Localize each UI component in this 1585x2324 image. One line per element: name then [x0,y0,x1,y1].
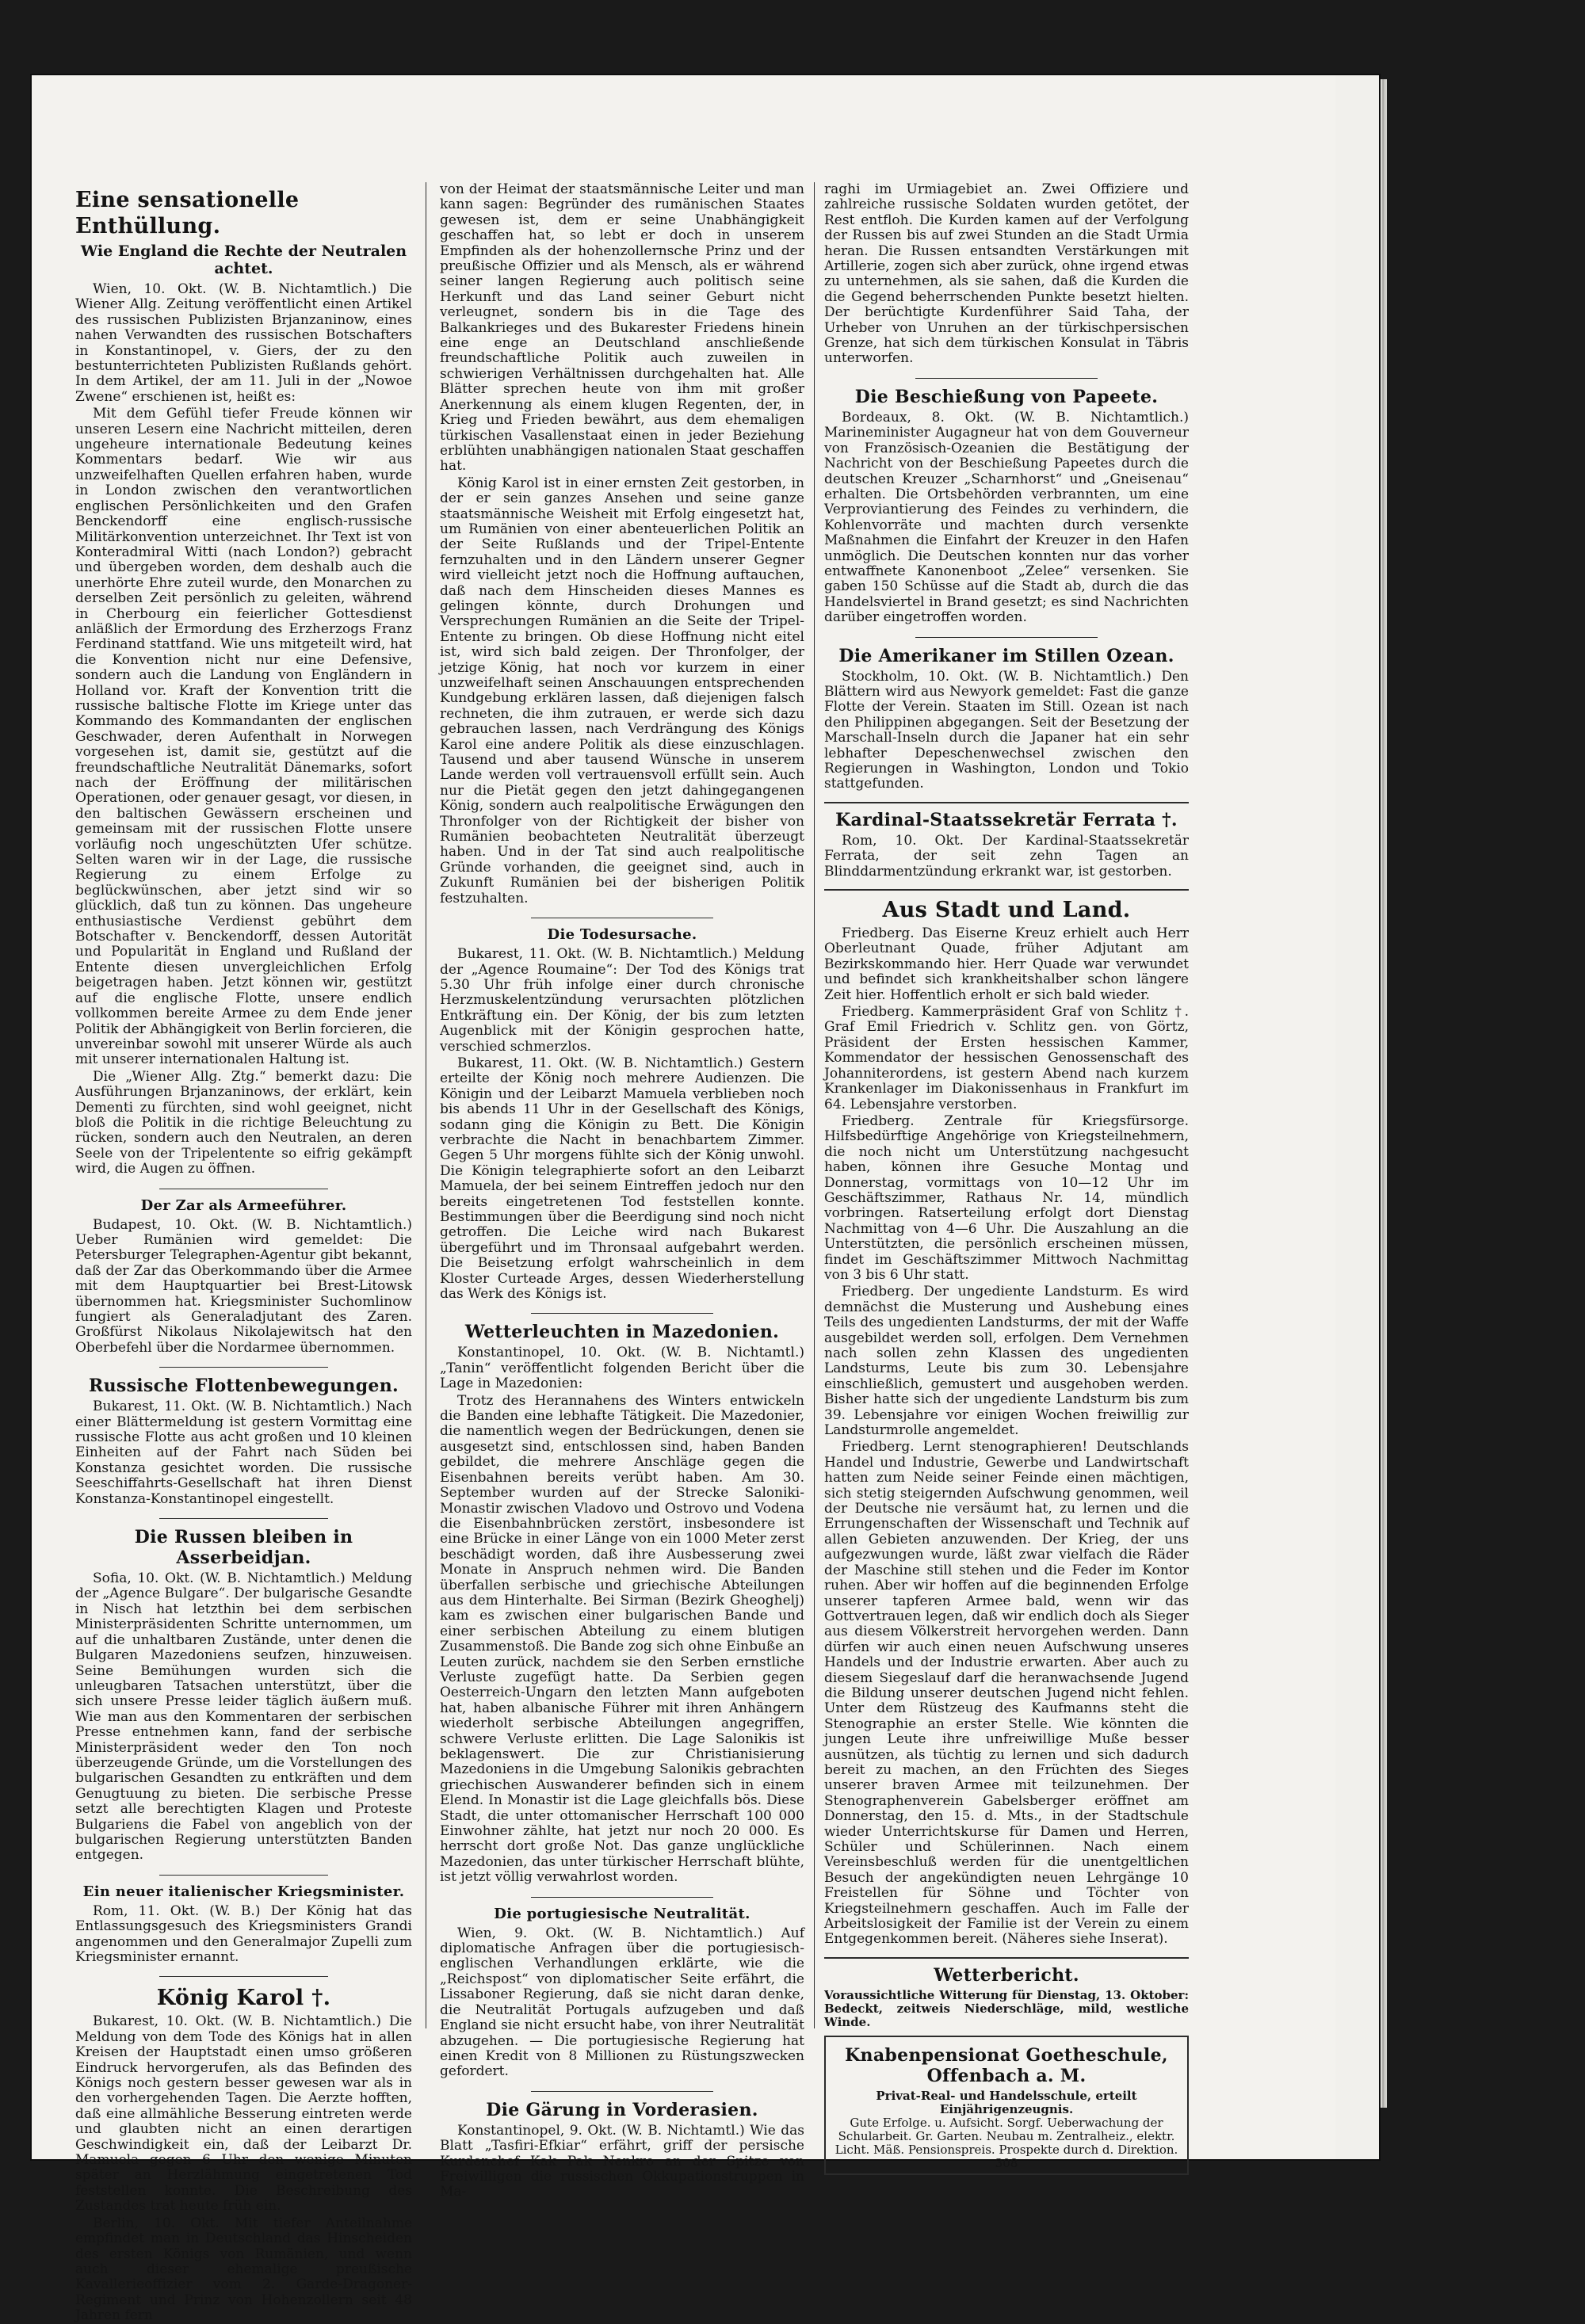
separator [159,1518,328,1519]
paragraph: Stockholm, 10. Okt. (W. B. Nichtamtlich.) Den Blättern wird aus Newyork gemeldet: Fast die ganze Flotte der Verein. Staaten im Still. Ozean ist nach den Philippinen abgegangen. Seit der Besetzung der Marschall-Inseln durch die Japaner hat ein sehr lebhafter Depeschenwechsel zwischen den Regierungen in Washington, London und Tokio stattgefunden. [824,668,1189,792]
heading-wetterbericht: Wetterbericht. [934,1964,1079,1986]
heading-portugal: Die portugiesische Neutralität. [494,1905,750,1922]
paragraph: Wien, 9. Okt. (W. B. Nichtamtlich.) Auf diplomatische Anfragen über die portugiesisch-englischen Verhandlungen erklärte, wie die „Reichspost“ von diplomatischer Seite erfährt, die Lissaboner Regierung, daß sie nicht daran denke, die Neutralität Portugals aufzugeben und daß England sie nicht ersucht habe, von ihrer Neutralität abzugehen. — Die portugiesische Regierung hat einen Kredit von 8 Millionen zu Rüstungszwecken gefordert. [440,1925,804,2080]
paragraph: Rom, 11. Okt. (W. B.) Der König hat das Entlassungsgesuch des Kriegsministers Grandi angenommen und den Generalmajor Zupelli zum Kriegsminister ernannt. [75,1902,412,1965]
heading-flotten: Russische Flottenbewegungen. [89,1376,399,1397]
heading-stadt-land: Aus Stadt und Land. [882,898,1131,923]
separator [531,1313,713,1314]
ad-text: Gute Erfolge. u. Aufsicht. Sorgf. Ueberwachung der Schularbeit. Gr. Garten. Neubau m. Zentralheiz., elektr. Licht. Mäß. Pensionspreis. Prospekte durch d. Direktion. 308 [835,2115,1178,2170]
separator [159,1875,328,1876]
paragraph: Budapest, 10. Okt. (W. B. Nichtamtlich.) Ueber Rumänien wird gemeldet: Die Petersburger Telegraphen-Agentur gibt bekannt, daß der Zar das Oberkommando über die Armee mit dem Hauptquartier bei Brest-Litowsk übernommen hat. Kriegsminister Suchomlinow fungiert als Generaladjutant des Zaren. Großfürst Nikolaus Nikolajewitsch hat den Oberbefehl über die Nordarmee übernommen. [75,1216,412,1356]
local-item: Friedberg. Das Eiserne Kreuz erhielt auch Herr Oberleutnant Quade, früher Adjutant am Bezirkskommando hier. Herr Quade war verwundet und befindet sich krankheitshalber schon längere Zeit hier. Hoffentlich erholt er sich bald wieder. [824,925,1189,1003]
paragraph: Trotz des Herannahens des Winters entwickeln die Banden eine lebhafte Tätigkeit. Die Mazedonier, die namentlich wegen der Bedrückungen, denen sie ausgesetzt sind, entschlossen sind, haben Banden gebildet, die mehrere Anschläge gegen die Eisenbahnen bereits verübt haben. Am 30. September wurden auf der Strecke Saloniki-Monastir zwischen Vladovo und Ostrovo und Vodena die Eisenbahnbrücken zerstört, insbesondere ist eine Brücke in einer Länge von ein 1000 Meter zerst beschädigt worden, daß ihre Ausbesserung zwei Monate in Anspruch nehmen wird. Die Banden überfallen serbische und griechische Abteilungen aus dem Hinterhalte. Bei Sirman (Bezirk Gheoghelj) kam es zwischen einer bulgarischen Bande und einer serbischen Abteilung zu einem blutigen Zusammenstoß. Die Bande zog sich ohne Einbuße an Leuten zurück, nachdem sie den Serben ernstliche Verluste zugefügt hatte. Da Serbien gegen Oesterreich-Ungarn den letzten Mann aufgeboten hat, haben albanische Führer mit ihren Anhängern wiederholt serbische Abteilungen angegriffen, schwere Verluste erlitten. Die Lage Salonikis ist beklagenswert. Die zur Christianisierung Mazedoniens in die Umgebung Salonikis gebrachten griechischen Auswanderer befinden sich in einem Elend. In Monastir ist die Lage gleichfalls bös. Diese Stadt, die unter ottomanischer Herrschaft 100 000 Einwohner zählte, hat jetzt nur noch 20 000. Es herrscht dort große Not. Das ganze unglückliche Mazedonien, das unter türkischer Herrschaft blühte, ist jetzt völlig verwahrlost worden. [440,1392,804,1886]
local-item: Friedberg. Zentrale für Kriegsfürsorge. Hilfsbedürftige Angehörige von Kriegsteilnehmern, die noch nicht um Unterstützung nachgesucht haben, können ihre Gesuche Montag und Donnerstag, vormittags von 10—12 Uhr im Geschäftszimmer, Rathaus Nr. 14, mündlich vorbringen. Ratserteilung erfolgt dort Dienstag Nachmittag von 4—6 Uhr. Die Auszahlung an die Unterstützten, die persönlich erscheinen müssen, findet im Geschäftszimmer Mittwoch Nachmittag von 3 bis 6 Uhr statt. [824,1112,1189,1283]
paragraph: Wien, 10. Okt. (W. B. Nichtamtlich.) Die Wiener Allg. Zeitung veröffentlicht einen Artikel des russischen Publizisten Brjanzaninow, eines nahen Verwandten des russischen Botschafters in Konstantinopel, v. Giers, der zu den bestunterrichteten Publizisten Rußlands gehört. In dem Artikel, der am 11. Juli in der „Nowoe Zwene“ erschienen ist, heißt es: [75,281,412,405]
heading-kriegsminister: Ein neuer italienischer Kriegsminister. [82,1883,405,1900]
local-item: Friedberg. Lernt stenographieren! Deutschlands Handel und Industrie, Gewerbe und Landwirtschaft hatten zum Neide seiner Feinde einen mächtigen, sich stetig steigernden Aufschwung genommen, weil der Deutsche nie versäumt hat, zu lernen und die Errungenschaften der Wissenschaft und Technik auf allen Gebieten anzuwenden. Der Krieg, der uns aufgezwungen wurde, läßt zwar vielfach die Räder der Maschine still stehen und die Feder im Kontor ruhen. Aber wir hoffen auf die beginnenden Erfolge unserer tapferen Armee bald, wenn wir das Gottvertrauen legen, daß wir endlich doch als Sieger aus diesem Völkerstreit hervorgehen werden. Dann dürfen wir auch einen neuen Aufschwung unseres Handels und der Industrie erwarten. Aber auch zu diesem Siegeslauf darf die heranwachsende Jugend die Bildung unserer deutschen Jugend nicht fehlen. Unter dem Rüstzeug des Kaufmanns steht die Stenographie an erster Stelle. Wie könnten die jungen Leute ihre unfreiwillige Muße besser ausnützen, als tüchtig zu lernen und sich dadurch bereit zu machen, an den Früchten des Sieges unserer braven Armee mit teilzunehmen. Der Stenographenverein Gabelsberger eröffnet am Donnerstag, den 15. d. Mts., in der Stadtschule wieder Unterrichtskurse für Damen und Herren, Schüler und Schülerinnen. Nach einem Vereinsbeschluß werden für die unentgeltlichen Besuch der angekündigten neuen Lehrgänge 10 Freistellen für Söhne und Töchter von Kriegsteilnehmern geschaffen. Auch im Falle der Arbeitslosigkeit der Familie ist der Verein zu einem Entgegenkommen bereit. (Näheres siehe Inserat). [824,1439,1189,1948]
paragraph: raghi im Urmiagebiet an. Zwei Offiziere und zahlreiche russische Soldaten wurden getötet, der Rest entfloh. Die Kurden kamen auf der Verfolgung der Russen bis auf zwei Stunden an die Stadt Urmia heran. Die Russen entsandten Verstärkungen mit Artillerie, zogen sich aber zurück, ohne irgend etwas zu unternehmen, als sie sahen, daß die Kurden die die Gegend beherrschenden Punkte besetzt hielten. Der berüchtigte Kurdenführer Said Taha, der Urheber von Unruhen an der türkischpersischen Grenze, hat sich dem türkischen Konsulat in Täbris unterworfen. [824,181,1189,367]
separator [159,1976,328,1977]
heading-amerikaner: Die Amerikaner im Stillen Ozean. [838,645,1174,666]
heading-koenig-karol: König Karol †. [156,1986,331,2011]
advertisement-box [824,2036,1189,2175]
local-item: Friedberg. Kammerpräsident Graf von Schlitz †. Graf Emil Friedrich v. Schlitz gen. von Görtz, Präsident der Ersten hessischen Kammer, Kommendator der hessischen Genossenschaft des Johanniterordens, ist gestern Abend nach kurzem Krankenlager im Diakonissenhaus in Frankfurt im 64. Lebensjahre verstorben. [824,1004,1189,1112]
separator [531,2091,713,2092]
paragraph: Sofia, 10. Okt. (W. B. Nichtamtlich.) Meldung der „Agence Bulgare“. Der bulgarische Gesandte in Nisch hat letzthin bei dem serbischen Ministerpräsidenten Schritte unternommen, um auf die unhaltbaren Zustände, unter denen die Bulgaren Mazedoniens seufzen, hinzuweisen. Seine Bemühungen wurden sich die unleugbaren Tatsachen unterstützt, über die sich unsere Presse leider täglich äußern muß. Wie man aus den Kommentaren der serbischen Presse entnehmen kann, fand der serbische Ministerpräsident weder den Ton noch überzeugende Gründe, um die Vorstellungen des bulgarischen Gesandten zu entkräften und dem Genugtuung zu bieten. Die serbische Presse setzt alle berechtigten Klagen und Proteste Bulgariens die Fabel von angeblich von der bulgarischen Regierung unterstützten Banden entgegen. [75,1570,412,1864]
separator [824,889,1189,891]
heading-mazedonien: Wetterleuchten in Mazedonien. [464,1322,780,1343]
paragraph: Berlin, 10. Okt. Mit tiefer Anteilnahme empfindet man in Deutschland das Hinscheiden des ersten Königs von Rumänien, und wenn auch dieser ehemalige preußische Kavallerieoffizier vom 2. Garde-Dragoner-Regiment und Prinz von Hohenzollern seit 48 Jahren fern [75,2215,412,2324]
heading-todesursache: Die Todesursache. [547,926,697,944]
ad-subtitle: Privat-Real- und Handelsschule, erteilt Einjährigenzeugnis. [876,2088,1137,2116]
paragraph: Bukarest, 10. Okt. (W. B. Nichtamtlich.) Die Meldung von dem Tode des Königs hat in allen Kreisen der Hauptstadt einen umso größeren Eindruck hervorgerufen, als das Befinden des Königs noch gestern besser gewesen war als in den vorhergehenden Tagen. Die Aerzte hofften, daß eine allmähliche Besserung eintreten werde und glaubten nicht an einen derartigen Geschwindigkeit ein, daß der Leibarzt Dr. Mamuela gegen 6 Uhr den wenige Minuten später an Herzlähmung eingetretenen Tod feststellen konnte. Die Beschreibung des Zustandes trat heute früh ein. [75,2013,412,2215]
paragraph: Bukarest, 11. Okt. (W. B. Nichtamtlich.) Gestern erteilte der König noch mehrere Audienzen. Die Königin und der Leibarzt Mamuela verblieben noch bis abends 11 Uhr in der Gesellschaft des Königs, sodann ging die Königin zu Bett. Die Königin verbrachte die Nacht in benachbartem Zimmer. Gegen 5 Uhr morgens fühlte sich der König unwohl. Die Königin telegraphierte sofort an den Leibarzt Mamuela, der bei seinem Eintreffen jedoch nur den bereits eingetretenen Tod feststellen konnte. Bestimmungen über die Beerdigung sind noch nicht getroffen. Die Leiche wird nach Bukarest übergeführt und im Thronsaal aufgebahrt werden. Die Beisetzung erfolgt wahrscheinlich in dem Kloster Curteade Arges, dessen Wiederherstellung das Werk des Königs ist. [440,1055,804,1303]
paragraph: König Karol ist in einer ernsten Zeit gestorben, in der er sein ganzes Ansehen und seine ganze staatsmännische Weisheit mit Erfolg eingesetzt hat, um Rumänien von einer abenteuerlichen Politik an der Seite Rußlands und der Tripel-Entente fernzuhalten und in den Ländern unserer Gegner wird vielleicht jetzt noch die Hoffnung auftauchen, daß nach dem Hinscheiden dieses Mannes es gelingen könnte, durch Drohungen und Versprechungen Rumänien an die Seite der Tripel-Entente zu bringen. Ob diese Hoffnung nicht eitel ist, wird sich bald zeigen. Der Thronfolger, der jetzige König, hat noch vor kurzem in einer unzweifelhaft seinen Anschauungen entsprechenden Kundgebung erklären lassen, daß diejenigen falsch rechneten, die ihm zutrauen, er werde sich dazu gebrauchen lassen, nach Verdrängung des Königs Karol eine andere Politik als diese einzuschlagen. Tausend und aber tausend Wünsche in unserem Lande werden voll vertrauensvoll erfüllt sein. Auch nur die Pietät gegen den jetzt dahingegangenen König, sondern auch realpolitische Erwägungen den Thronfolger von der Richtigkeit der bisher von Rumänien beobachteten Neutralität überzeugt haben. Und in der Tat sind auch realpolitische Gründe vorhanden, die geeignet sind, auch in Zukunft Rumänien bei der bisherigen Politik festzuhalten. [440,475,804,906]
heading-ferrata: Kardinal-Staatssekretär Ferrata †. [835,809,1178,830]
heading-vorderasien: Die Gärung in Vorderasien. [486,2099,758,2120]
column-3 [824,181,1189,2170]
heading-russen: Die Russen bleiben in Asserbeidjan. [134,1527,353,1569]
separator [824,1957,1189,1959]
subheadline-england: Wie England die Rechte der Neutralen achtet. [80,242,407,277]
separator [159,1367,328,1368]
separator [824,802,1189,803]
paragraph: Bordeaux, 8. Okt. (W. B. Nichtamtlich.) Marineminister Augagneur hat von dem Gouverneur von Französisch-Ozeanien die Bestätigung der Nachricht von der Beschießung Papeetes durch die deutschen Kreuzer „Scharnhorst“ und „Gneisenau“ erhalten. Die Ortsbehörden verbrannten, um eine Verproviantierung des Feindes zu verhindern, die Kohlenvorräte und machten durch versenkte Maßnahmen die Einfahrt der Kreuzer in den Hafen unmöglich. Die Deutschen konnten nur das vorher entwaffnete Kanonenboot „Zelee“ versenken. Sie gaben 150 Schüsse auf die Stadt ab, durch die das Handelsviertel in Brand gesetzt; es sind Nachrichten darüber eingetroffen worden. [824,409,1189,626]
paragraph: Konstantinopel, 10. Okt. (W. B. Nichtamtl.) „Tanin“ veröffentlicht folgenden Bericht über die Lage in Mazedonien: [440,1345,804,1392]
headline-sensation: Eine sensationelle Enthüllung. [75,188,300,239]
paragraph: Mit dem Gefühl tiefer Freude können wir unseren Lesern eine Nachricht mitteilen, deren ungeheure internationale Bedeutung keines Kommentars bedarf. Wie wir aus unzweifelhaften Quellen erfahren haben, wurde in London zwischen den verantwortlichen englischen Persönlichkeiten und den Grafen Benckendorff eine englisch-russische Militärkonvention unterzeichnet. Ihr Text ist von Konteradmiral Witti (nach London?) gebracht und übergeben worden, dem deshalb auch die unerhörte Ehre zuteil wurde, den Monarchen zu derselben Zeit persönlich zu geleiten, während in Cherbourg ein feierlicher Gottesdienst anläßlich der Ermordung des Erzherzogs Franz Ferdinand stattfand. Wie uns mitgeteilt wird, hat die Konvention nicht nur eine Defensive, sondern auch die Landung von Engländern in Holland vor. Kraft der Konvention tritt die russische baltische Flotte im Kriege unter das Kommando des Kommandanten der englischen Geschwader, deren Aufenthalt in Norwegen vorgesehen ist, damit sie, gestützt auf die freundschaftliche Neutralität Dänemarks, sofort nach der Eröffnung der militärischen Operationen, oder genauer gesagt, vor diesen, in den baltischen Gewässern erscheinen und gemeinsam mit der russischen Flotte unsere vorläufig noch ungeschützten Ufer schütze. Selten waren wir in der Lage, die russische Regierung zu einem Erfolge zu beglückwünschen, aber jetzt sind wir so glücklich, daß tun zu können. Das ungeheure enthusiastische Verdienst gebührt dem Botschafter v. Benckendorff, dessen Autorität und Popularität in England und Rußland der Entente diesen unvergleichlichen Erfolg beigetragen haben. Jetzt können wir, gestützt auf die englische Flotte, unsere endlich vollkommen bereite Armee zu dem Ende jener Politik der Abhängigkeit von Berlin forcieren, die unvereinbar sowohl mit unserer Würde als auch mit unserer internationalen Haltung ist. [75,406,412,1068]
local-item: Friedberg. Der ungediente Landsturm. Es wird demnächst die Musterung und Aushebung eines Teils des ungedienten Landsturms, der mit der Waffe ausgebildet werden soll, erfolgen. Dem Vernehmen nach sollen zehn Klassen des ungedienten Landsturms, Leute bis zum 30. Lebensjahre einschließlich, gemustert und ausgehoben werden. Bisher hatte sich der ungediente Landsturm bis zum 39. Lebensjahre vor einigen Wochen freiwillig zur Landsturmrolle angemeldet. [824,1284,1189,1439]
weather-forecast: Voraussichtliche Witterung für Dienstag, 13. Oktober: Bedeckt, zeitweis Niederschläge, mild, westliche Winde. [824,1987,1189,2029]
heading-papeete: Die Beschießung von Papeete. [854,386,1159,407]
separator [915,637,1098,638]
column-rule [814,182,815,2028]
separator [915,378,1098,379]
paragraph: von der Heimat der staatsmännische Leiter und man kann sagen: Begründer des rumänischen Staates gewesen ist, dem er seine Unabhängigkeit geschaffen hat, so lebt er doch in unserem Empfinden als der hohenzollernsche Prinz und der preußische Offizier und als Mensch, als er während seiner langen Regierung auch politisch seine Herkunft und das Land seiner Geburt nicht verleugnet, sondern bis in die Tage des Balkankrieges und des Bukarester Friedens hinein eine enge an Deutschland anschließende freundschaftliche Politik auch zuweilen in schwierigen Verhältnissen durchgehalten hat. Alle Blätter sprechen heute von ihm mit großer Anerkennung als einem klugen Regenten, der, in Krieg und Frieden bewährt, aus dem ehemaligen türkischen Vasallenstaat einen in jeder Beziehung erblühten unabhängigen nationalen Staat geschaffen hat. [440,181,804,475]
paragraph: Die „Wiener Allg. Ztg.“ bemerkt dazu: Die Ausführungen Brjanzaninows, der erklärt, kein Dementi zu fürchten, sind wohl geeignet, nicht bloß die Politik in die richtige Beleuchtung zu rücken, sondern auch den Neutralen, an deren Seele von der Tripelentente so eifrig gekämpft wird, die Augen zu öffnen. [75,1068,412,1177]
paragraph: Konstantinopel, 9. Okt. (W. B. Nichtamtl.) Wie das Blatt „Tasfiri-Efkiar“ erfährt, griff der persische Kurdenchef Kak Pak Nenkro an der Spitze von Freiwilligen die russischen Okkupationstruppen in Ma- [440,2122,804,2200]
paragraph: Bukarest, 11. Okt. (W. B. Nichtamtlich.) Meldung der „Agence Roumaine“: Der Tod des Königs trat 5.30 Uhr früh infolge einer durch chronische Herzmuskelentzündung verursachten plötzlichen Entkräftung ein. Der König, der bis zum letzten Augenblick mit der Königin gesprochen hatte, verschied schmerzlos. [440,946,804,1055]
column-2 [440,181,804,2200]
heading-zar: Der Zar als Armeeführer. [140,1196,347,1214]
ad-title: Knabenpensionat Goetheschule, Offenbach a. M. [845,2044,1168,2086]
paragraph: Bukarest, 11. Okt. (W. B. Nichtamtlich.) Nach einer Blättermeldung ist gestern Vormittag eine russische Flotte aus acht großen und 10 kleinen Einheiten auf der Fahrt nach Süden bei Konstanza gesichtet worden. Die russische Seeschiffahrts-Gesellschaft hat ihren Dienst Konstanza-Konstantinopel eingestellt. [75,1399,412,1507]
paragraph: Rom, 10. Okt. Der Kardinal-Staatssekretär Ferrata, der seit zehn Tagen an Blinddarmentzündung erkrankt war, ist gestorben. [824,832,1189,880]
column-1 [75,182,412,2324]
separator [531,1897,713,1898]
